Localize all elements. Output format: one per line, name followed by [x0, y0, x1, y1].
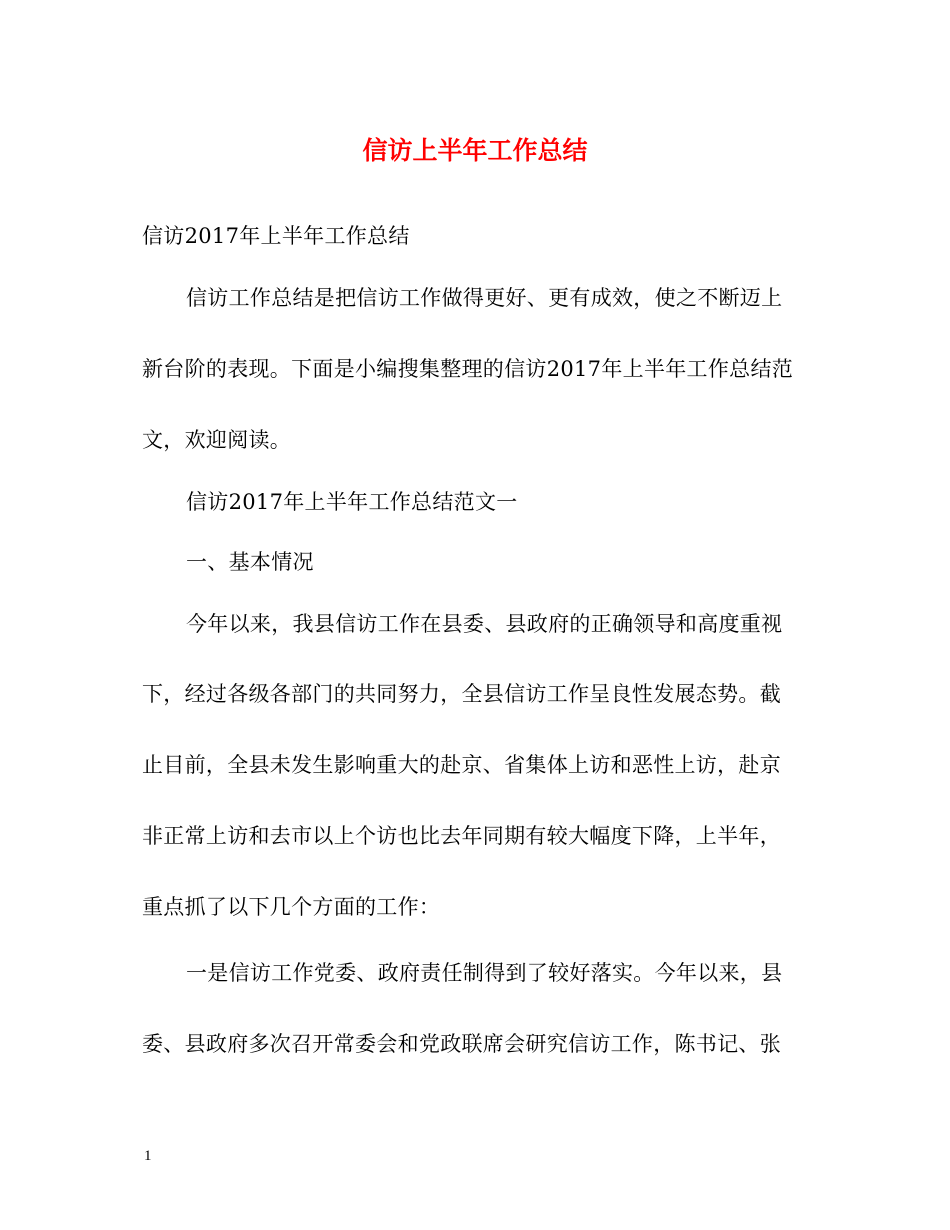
- paragraph-line: 下，经过各级各部门的共同努力，全县信访工作呈良性发展态势。截: [142, 682, 781, 706]
- paragraph-line: 文，欢迎阅读。: [142, 428, 292, 452]
- subtitle-line: 信访2017年上半年工作总结: [142, 224, 410, 248]
- paragraph-line: 止目前，全县未发生影响重大的赴京、省集体上访和恶性上访，赴京: [142, 753, 781, 777]
- section-heading: 信访2017年上半年工作总结范文一: [186, 490, 518, 514]
- paragraph-line: 非正常上访和去市以上个访也比去年同期有较大幅度下降，上半年，: [142, 824, 781, 848]
- page-number: 1: [144, 1148, 152, 1164]
- paragraph-line: 今年以来，我县信访工作在县委、县政府的正确领导和高度重视: [186, 612, 783, 636]
- section-heading: 一、基本情况: [186, 550, 314, 574]
- document-title: 信访上半年工作总结: [362, 136, 588, 165]
- paragraph-line: 一是信访工作党委、政府责任制得到了较好落实。今年以来，县: [186, 961, 783, 985]
- paragraph-line: 信访工作总结是把信访工作做得更好、更有成效，使之不断迈上: [186, 286, 783, 310]
- paragraph-line: 新台阶的表现。下面是小编搜集整理的信访2017年上半年工作总结范: [142, 357, 794, 381]
- paragraph-line: 委、县政府多次召开常委会和党政联席会研究信访工作，陈书记、张: [142, 1032, 781, 1056]
- paragraph-line: 重点抓了以下几个方面的工作：: [142, 895, 441, 919]
